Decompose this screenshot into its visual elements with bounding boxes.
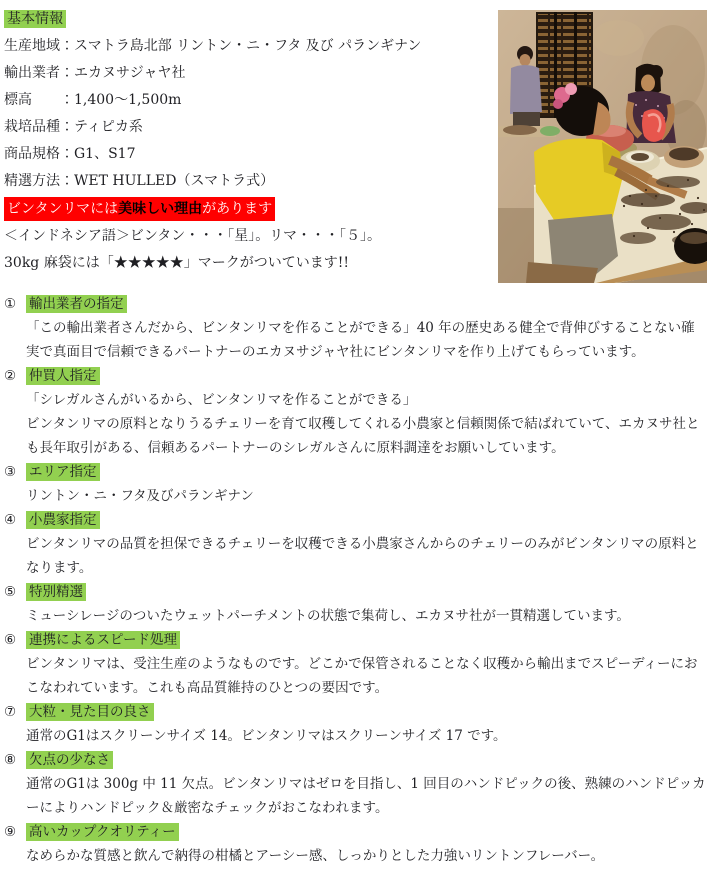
intro-line: ＜インドネシア語＞ビンタン・・・「星」。リマ・・・「５」。 [4,228,382,244]
reason-title: 小農家指定 [26,511,100,529]
coffee-sorting-photo-art [498,10,707,283]
reason-body [4,844,707,868]
reason-item [4,508,707,580]
info-value: ティピカ系 [74,119,143,135]
reason-item [4,580,707,628]
reason-paragraph: 「この輸出業者さんだから、ビンタンリマを作ることができる」40 年の歴史ある健全で背伸びすることない確実で真面目で信頼できるパートナーのエカヌサジャヤ社にビンタンリマを作り上げてもらっています。 [26,320,695,360]
reason-number: ④ [4,512,17,528]
reason-title: 輸出業者の指定 [26,295,127,313]
reason-title: 欠点の少なさ [26,751,113,769]
reason-body [4,724,707,748]
reason-item [4,460,707,508]
info-value: G1、S17 [74,146,136,162]
info-label: 栽培品種： [4,119,74,135]
reason-item [4,700,707,748]
basic-info-row [4,114,496,141]
reason-body [4,388,707,460]
reason-item [4,748,707,820]
info-value: 1,400～1,500m [74,92,182,108]
reason-item [4,292,707,364]
reason-paragraph: ビンタンリマの品質を担保できるチェリーを収穫できる小農家さんからのチェリーのみがビンタンリマの原料となります。 [26,536,699,576]
reason-number: ③ [4,464,17,480]
intro-lines [4,223,496,277]
top-block [4,6,496,277]
reason-head [4,580,707,604]
basic-info-row [4,33,496,60]
info-label: 標高 ： [4,92,74,108]
basic-info-rows [4,33,496,195]
banner-row [4,196,496,223]
reason-number: ⑧ [4,752,17,768]
reason-paragraph: 通常のG1は 300g 中 11 欠点。ビンタンリマはゼロを目指し、1 回目のハンドピックの後、熟練のハンドピッカーによりハンドピック＆厳密なチェックがおこなわれます。 [26,776,706,816]
intro-line: 30kg 麻袋には「★★★★★」マークがついています!! [4,255,349,271]
info-value: エカヌサジャヤ社 [74,65,186,81]
reason-head [4,628,707,652]
reason-paragraph: ビンタンリマの原料となりうるチェリーを育て収穫してくれる小農家と信頼関係で結ばれていて、エカヌサ社とも長年取引がある、信頼あるパートナーのシレガルさんに原料調達をお願いしています。 [26,416,700,456]
reason-number: ⑤ [4,584,17,600]
basic-info-row [4,60,496,87]
reason-item [4,820,707,868]
reason-paragraph: 通常のG1はスクリーンサイズ 14。ビンタンリマはスクリーンサイズ 17 です。 [26,728,507,744]
banner-text-pre: ビンタンリマには [7,201,119,217]
reason-body [4,532,707,580]
reason-title: 大粒・見た目の良さ [26,703,154,721]
reason-item [4,364,707,460]
coffee-sorting-photo [498,10,707,283]
reason-title: 連携によるスピード処理 [26,631,180,649]
info-label: 精選方法： [4,173,74,189]
reason-body [4,484,707,508]
basic-info-title: 基本情報 [4,10,66,28]
basic-info-row [4,168,496,195]
reason-number: ⑦ [4,704,17,720]
reason-paragraph: なめらかな質感と飲んで納得の柑橘とアーシー感、しっかりとした力強いリントンフレーバー。 [26,848,605,864]
reason-head [4,292,707,316]
reason-paragraph: ミューシレージのついたウェットパーチメントの状態で集荷し、エカヌサ社が一貫精選しています。 [26,608,630,624]
reason-head [4,700,707,724]
reason-head [4,508,707,532]
info-label: 生産地域： [4,38,74,54]
reason-body [4,604,707,628]
basic-info-title-row [4,6,496,33]
reason-title: 特別精選 [26,583,86,601]
reason-title: 仲買人指定 [26,367,100,385]
reason-number: ⑨ [4,824,17,840]
reason-head [4,460,707,484]
basic-info-row [4,141,496,168]
reason-number: ② [4,368,17,384]
reason-head [4,820,707,844]
reason-number: ⑥ [4,632,17,648]
reason-paragraph: ビンタンリマは、受注生産のようなものです。どこかで保管されることなく収穫から輸出までスピーディーにおこなわれています。これも高品質維持のひとつの要因です。 [26,656,698,696]
banner-text-post: があります [202,201,273,217]
reasons-list [4,292,707,868]
reason-head [4,748,707,772]
reason-paragraph: 「シレガルさんがいるから、ビンタンリマを作ることができる」 [26,392,417,408]
tasty-reason-banner [4,197,275,221]
info-label: 商品規格： [4,146,74,162]
reason-head [4,364,707,388]
reason-paragraph: リントン・ニ・フタ及びパランギナン [26,488,254,504]
basic-info-row [4,87,496,114]
reason-number: ① [4,296,17,312]
reason-title: 高いカップクオリティー [26,823,179,841]
reason-body [4,316,707,364]
info-value: スマトラ島北部 リントン・ニ・フタ 及び パランギナン [74,38,422,54]
reason-title: エリア指定 [26,463,100,481]
banner-text-bold: 美味しい理由 [118,201,203,217]
info-value: WET HULLED（スマトラ式） [74,173,275,189]
reason-body [4,772,707,820]
reason-item [4,628,707,700]
reason-body [4,652,707,700]
info-label: 輸出業者： [4,65,74,81]
